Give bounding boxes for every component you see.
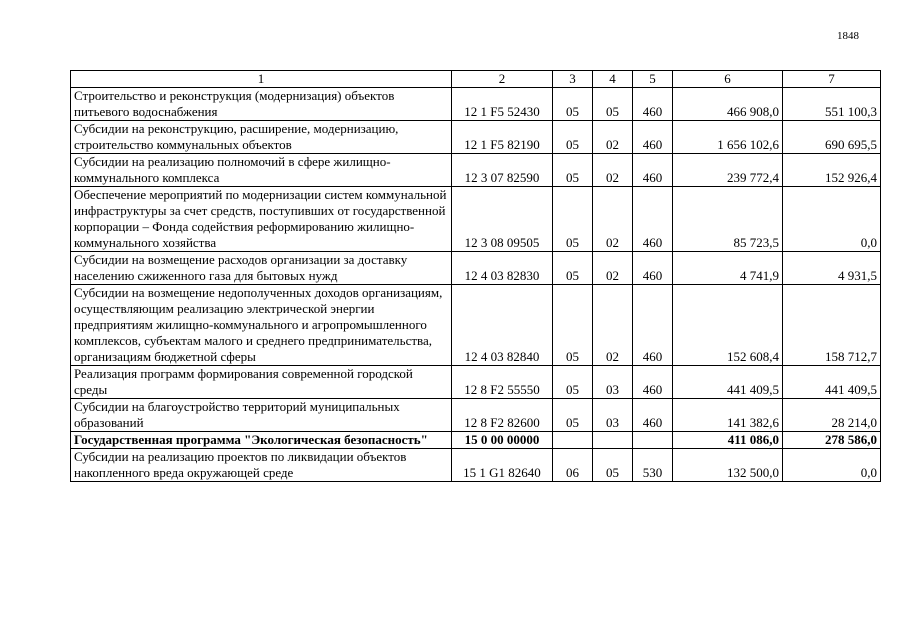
section-code-cell: 06 — [553, 449, 593, 482]
table-row — [71, 154, 881, 187]
subsection-code-cell: 02 — [593, 154, 633, 187]
column-header: 5 — [633, 71, 673, 88]
expense-name-cell: Субсидии на реализацию полномочий в сфере жилищно-коммунального комплекса — [71, 154, 452, 187]
section-code-cell: 05 — [553, 252, 593, 285]
column-header: 6 — [673, 71, 783, 88]
amount-year2-cell: 441 409,5 — [783, 366, 881, 399]
column-header: 4 — [593, 71, 633, 88]
section-code-cell: 05 — [553, 154, 593, 187]
section-code-cell: 05 — [553, 399, 593, 432]
section-code-cell: 05 — [553, 285, 593, 366]
expense-type-cell: 530 — [633, 449, 673, 482]
expense-type-cell: 460 — [633, 187, 673, 252]
section-code-cell: 05 — [553, 88, 593, 121]
amount-year1-cell: 411 086,0 — [673, 432, 783, 449]
expense-type-cell: 460 — [633, 154, 673, 187]
table-row — [71, 88, 881, 121]
target-code-cell: 12 1 F5 82190 — [452, 121, 553, 154]
amount-year2-cell: 4 931,5 — [783, 252, 881, 285]
subsection-code-cell: 02 — [593, 121, 633, 154]
amount-year2-cell: 0,0 — [783, 449, 881, 482]
amount-year2-cell: 158 712,7 — [783, 285, 881, 366]
amount-year2-cell: 0,0 — [783, 187, 881, 252]
subsection-code-cell: 03 — [593, 399, 633, 432]
column-header: 1 — [71, 71, 452, 88]
table-row — [71, 366, 881, 399]
subsection-code-cell — [593, 432, 633, 449]
target-code-cell: 12 8 F2 55550 — [452, 366, 553, 399]
table-row — [71, 187, 881, 252]
section-code-cell — [553, 432, 593, 449]
subsection-code-cell: 05 — [593, 449, 633, 482]
table-row — [71, 285, 881, 366]
expense-type-cell — [633, 432, 673, 449]
target-code-cell: 15 1 G1 82640 — [452, 449, 553, 482]
expense-name-cell: Обеспечение мероприятий по модернизации систем коммунальной инфраструктуры за счет средств, поступивших от государственной корпорации – Фонда содействия реформированию жилищно-коммунального хозяйства — [71, 187, 452, 252]
amount-year1-cell: 141 382,6 — [673, 399, 783, 432]
amount-year1-cell: 441 409,5 — [673, 366, 783, 399]
expense-name-cell: Государственная программа "Экологическая безопасность" — [71, 432, 452, 449]
target-code-cell: 12 1 F5 52430 — [452, 88, 553, 121]
subsection-code-cell: 02 — [593, 187, 633, 252]
expense-type-cell: 460 — [633, 252, 673, 285]
amount-year1-cell: 466 908,0 — [673, 88, 783, 121]
expense-name-cell: Субсидии на возмещение недополученных доходов организациям, осуществляющим реализацию электрической энергии предприятиям жилищно-коммунального и агропромышленного комплексов, субъектам малого и среднего предпринимательства, организациям бюджетной сферы — [71, 285, 452, 366]
table-header-row — [71, 71, 881, 88]
target-code-cell: 12 4 03 82830 — [452, 252, 553, 285]
subsection-code-cell: 03 — [593, 366, 633, 399]
amount-year2-cell: 152 926,4 — [783, 154, 881, 187]
amount-year1-cell: 1 656 102,6 — [673, 121, 783, 154]
target-code-cell: 12 4 03 82840 — [452, 285, 553, 366]
expense-type-cell: 460 — [633, 399, 673, 432]
section-code-cell: 05 — [553, 366, 593, 399]
amount-year2-cell: 278 586,0 — [783, 432, 881, 449]
amount-year2-cell: 690 695,5 — [783, 121, 881, 154]
target-code-cell: 12 3 08 09505 — [452, 187, 553, 252]
table-row — [71, 449, 881, 482]
subsection-code-cell: 02 — [593, 285, 633, 366]
expense-name-cell: Субсидии на благоустройство территорий муниципальных образований — [71, 399, 452, 432]
expense-name-cell: Субсидии на возмещение расходов организации за доставку населению сжиженного газа для бытовых нужд — [71, 252, 452, 285]
amount-year1-cell: 152 608,4 — [673, 285, 783, 366]
amount-year1-cell: 239 772,4 — [673, 154, 783, 187]
table-row — [71, 121, 881, 154]
expense-type-cell: 460 — [633, 366, 673, 399]
amount-year2-cell: 28 214,0 — [783, 399, 881, 432]
target-code-cell: 15 0 00 00000 — [452, 432, 553, 449]
expense-name-cell: Строительство и реконструкция (модернизация) объектов питьевого водоснабжения — [71, 88, 452, 121]
expense-type-cell: 460 — [633, 88, 673, 121]
table-row — [71, 432, 881, 449]
amount-year2-cell: 551 100,3 — [783, 88, 881, 121]
table-row — [71, 399, 881, 432]
target-code-cell: 12 8 F2 82600 — [452, 399, 553, 432]
page-number: 1848 — [837, 30, 859, 42]
table-row — [71, 252, 881, 285]
column-header: 7 — [783, 71, 881, 88]
budget-table — [70, 70, 881, 482]
subsection-code-cell: 02 — [593, 252, 633, 285]
subsection-code-cell: 05 — [593, 88, 633, 121]
expense-name-cell: Субсидии на реконструкцию, расширение, модернизацию, строительство коммунальных объектов — [71, 121, 452, 154]
section-code-cell: 05 — [553, 187, 593, 252]
expense-type-cell: 460 — [633, 121, 673, 154]
expense-type-cell: 460 — [633, 285, 673, 366]
column-header: 3 — [553, 71, 593, 88]
target-code-cell: 12 3 07 82590 — [452, 154, 553, 187]
amount-year1-cell: 4 741,9 — [673, 252, 783, 285]
amount-year1-cell: 132 500,0 — [673, 449, 783, 482]
expense-name-cell: Субсидии на реализацию проектов по ликвидации объектов накопленного вреда окружающей среде — [71, 449, 452, 482]
column-header: 2 — [452, 71, 553, 88]
expense-name-cell: Реализация программ формирования современной городской среды — [71, 366, 452, 399]
amount-year1-cell: 85 723,5 — [673, 187, 783, 252]
section-code-cell: 05 — [553, 121, 593, 154]
